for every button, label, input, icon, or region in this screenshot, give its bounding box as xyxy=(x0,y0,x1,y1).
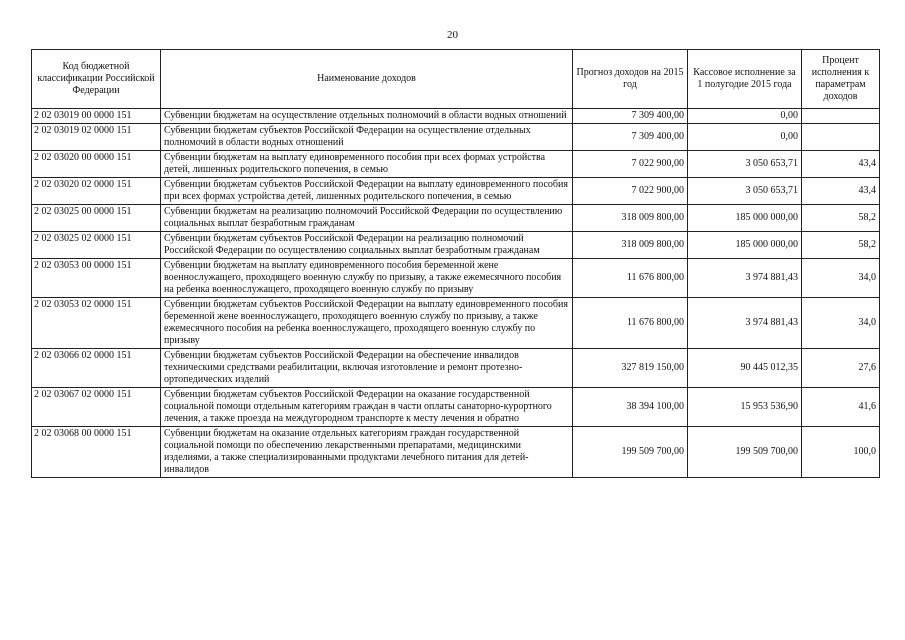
table-row xyxy=(32,298,880,349)
row-execution: 3 974 881,43 xyxy=(688,259,802,298)
row-percent: 34,0 xyxy=(802,259,880,298)
row-code: 2 02 03025 00 0000 151 xyxy=(32,205,161,232)
row-percent: 41,6 xyxy=(802,388,880,427)
row-percent: 58,2 xyxy=(802,232,880,259)
row-name: Субвенции бюджетам на выплату единовременного пособия беременной жене военнослужащего, проходящего военную службу по призыву, а также ежемесячного пособия на ребенка военнослужащего, проходящего военную службу по призыву xyxy=(161,259,573,298)
row-code: 2 02 03066 02 0000 151 xyxy=(32,349,161,388)
table-row xyxy=(32,349,880,388)
row-execution: 0,00 xyxy=(688,124,802,151)
header-forecast: Прогноз доходов на 2015 год xyxy=(573,50,688,109)
row-code: 2 02 03019 00 0000 151 xyxy=(32,109,161,124)
row-execution: 185 000 000,00 xyxy=(688,232,802,259)
row-percent: 27,6 xyxy=(802,349,880,388)
row-name: Субвенции бюджетам субъектов Российской Федерации на осуществление отдельных полномочий в области водных отношений xyxy=(161,124,573,151)
row-execution: 15 953 536,90 xyxy=(688,388,802,427)
row-execution: 199 509 700,00 xyxy=(688,427,802,478)
row-forecast: 7 309 400,00 xyxy=(573,124,688,151)
row-name: Субвенции бюджетам субъектов Российской Федерации на выплату единовременного пособия при всех формах устройства детей, лишенных родительского попечения, в семью xyxy=(161,178,573,205)
row-forecast: 7 022 900,00 xyxy=(573,151,688,178)
row-forecast: 11 676 800,00 xyxy=(573,259,688,298)
header-code: Код бюджетной классификации Российской Федерации xyxy=(32,50,161,109)
row-name: Субвенции бюджетам субъектов Российской Федерации на оказание государственной социальной помощи отдельным категориям граждан в части оплаты санаторно-курортного лечения, а также проезда на междугородном транспорте к месту лечения и обратно xyxy=(161,388,573,427)
row-forecast: 11 676 800,00 xyxy=(573,298,688,349)
table-row xyxy=(32,178,880,205)
row-execution: 3 050 653,71 xyxy=(688,178,802,205)
row-name: Субвенции бюджетам субъектов Российской Федерации на реализацию полномочий Российской Федерации по осуществлению социальных выплат безработным гражданам xyxy=(161,232,573,259)
row-forecast: 7 022 900,00 xyxy=(573,178,688,205)
row-code: 2 02 03020 00 0000 151 xyxy=(32,151,161,178)
row-forecast: 327 819 150,00 xyxy=(573,349,688,388)
table-row xyxy=(32,124,880,151)
row-percent: 43,4 xyxy=(802,151,880,178)
table-row xyxy=(32,388,880,427)
table-row xyxy=(32,151,880,178)
header-execution: Кассовое исполнение за 1 полугодие 2015 года xyxy=(688,50,802,109)
row-percent: 43,4 xyxy=(802,178,880,205)
table-row xyxy=(32,427,880,478)
budget-revenue-table xyxy=(31,49,880,478)
header-name: Наименование доходов xyxy=(161,50,573,109)
row-percent xyxy=(802,109,880,124)
row-percent xyxy=(802,124,880,151)
row-percent: 100,0 xyxy=(802,427,880,478)
table-row xyxy=(32,205,880,232)
row-forecast: 199 509 700,00 xyxy=(573,427,688,478)
row-execution: 185 000 000,00 xyxy=(688,205,802,232)
row-code: 2 02 03068 00 0000 151 xyxy=(32,427,161,478)
table-body xyxy=(32,109,880,478)
row-execution: 90 445 012,35 xyxy=(688,349,802,388)
row-code: 2 02 03053 00 0000 151 xyxy=(32,259,161,298)
row-forecast: 318 009 800,00 xyxy=(573,232,688,259)
row-code: 2 02 03025 02 0000 151 xyxy=(32,232,161,259)
table-row xyxy=(32,232,880,259)
row-name: Субвенции бюджетам субъектов Российской Федерации на выплату единовременного пособия беременной жене военнослужащего, проходящего военную службу по призыву, а также ежемесячного пособия на ребенка военнослужащего, проходящего военную службу по призыву xyxy=(161,298,573,349)
row-forecast: 38 394 100,00 xyxy=(573,388,688,427)
row-name: Субвенции бюджетам субъектов Российской Федерации на обеспечение инвалидов техническими средствами реабилитации, включая изготовление и ремонт протезно-ортопедических изделий xyxy=(161,349,573,388)
row-forecast: 7 309 400,00 xyxy=(573,109,688,124)
row-code: 2 02 03053 02 0000 151 xyxy=(32,298,161,349)
table-row xyxy=(32,109,880,124)
page-number: 20 xyxy=(447,29,458,41)
row-name: Субвенции бюджетам на реализацию полномочий Российской Федерации по осуществлению социальных выплат безработным гражданам xyxy=(161,205,573,232)
row-name: Субвенции бюджетам на осуществление отдельных полномочий в области водных отношений xyxy=(161,109,573,124)
row-forecast: 318 009 800,00 xyxy=(573,205,688,232)
row-code: 2 02 03019 02 0000 151 xyxy=(32,124,161,151)
row-execution: 0,00 xyxy=(688,109,802,124)
row-code: 2 02 03020 02 0000 151 xyxy=(32,178,161,205)
row-name: Субвенции бюджетам на оказание отдельных категориям граждан государственной социальной помощи по обеспечению лекарственными препаратами, медицинскими изделиями, а также специализированными продуктами лечебного питания для детей-инвалидов xyxy=(161,427,573,478)
row-name: Субвенции бюджетам на выплату единовременного пособия при всех формах устройства детей, лишенных родительского попечения, в семью xyxy=(161,151,573,178)
table-header-row xyxy=(32,50,880,109)
row-code: 2 02 03067 02 0000 151 xyxy=(32,388,161,427)
row-execution: 3 050 653,71 xyxy=(688,151,802,178)
table-row xyxy=(32,259,880,298)
row-execution: 3 974 881,43 xyxy=(688,298,802,349)
row-percent: 58,2 xyxy=(802,205,880,232)
header-percent: Процент исполнения к параметрам доходов xyxy=(802,50,880,109)
row-percent: 34,0 xyxy=(802,298,880,349)
